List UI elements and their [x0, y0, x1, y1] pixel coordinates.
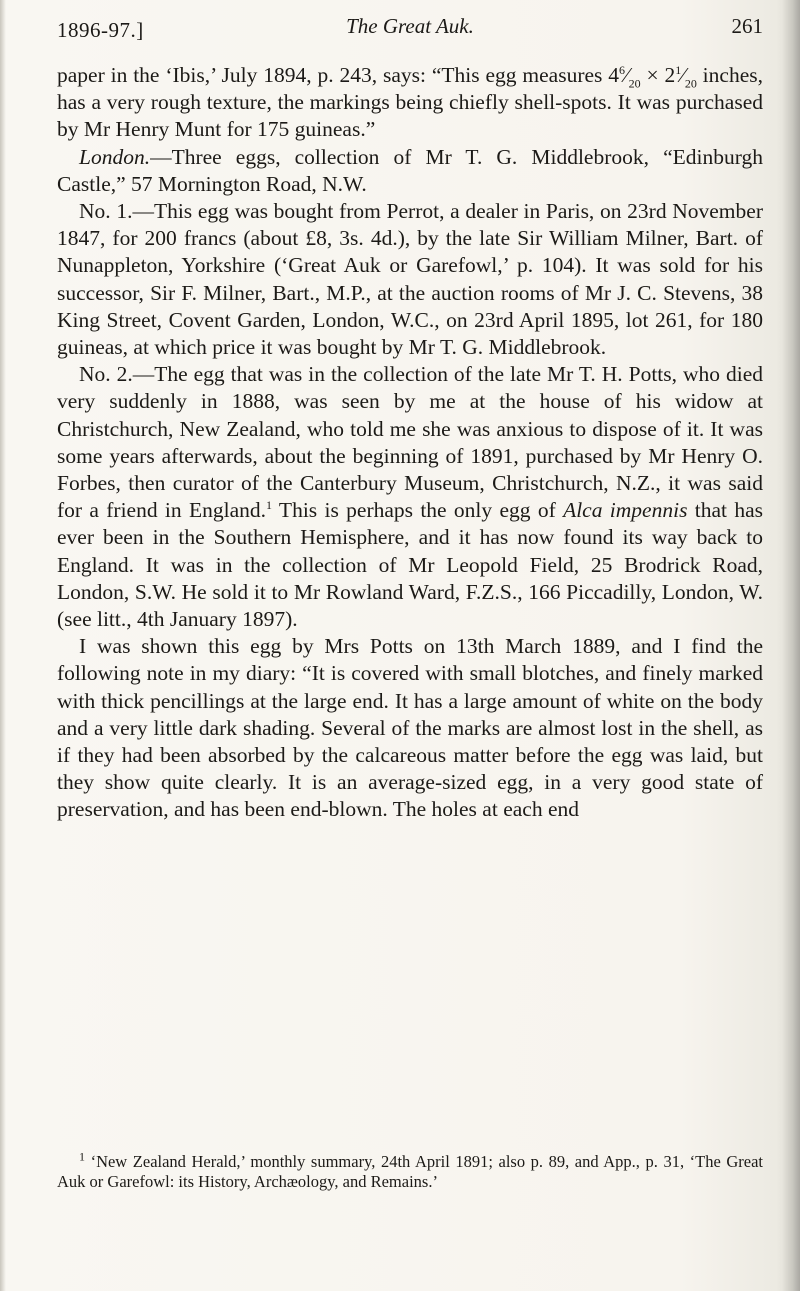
paragraph-p2 [57, 198, 763, 361]
header-years: 1896-97.] [57, 18, 144, 42]
running-header [57, 8, 763, 44]
text-run: —Three eggs, collection of Mr T. G. Middlebrook, “Edinburgh Castle,” 57 Mornington Road, N.W. [57, 144, 763, 196]
italic-run: Alca impennis [563, 498, 688, 523]
text-run: inches, has a very rough texture, the markings being chiefly shell-spots. It was purchased by Mr Henry Munt for 175 guineas.” [57, 63, 763, 142]
superscript-run: 1 [675, 62, 682, 77]
header-title: The Great Auk. [346, 14, 474, 38]
spine-shadow [782, 0, 800, 1291]
footnote-1 [57, 1149, 763, 1192]
paragraph-p0 [57, 62, 763, 144]
text-run: This is perhaps the only egg of [272, 498, 564, 523]
body-text [57, 62, 763, 824]
superscript-run: 6 [619, 62, 626, 77]
paragraph-p4 [57, 633, 763, 823]
text-run: that has ever been in the Southern Hemisphere, and it has now found its way back to England. It was in the collection of Mr Leopold Field, 25 Brodrick Road, London, S.W. He sold it to Mr Rowland Ward, F.Z.S., 166 Piccadilly, London, W. (see litt., 4th January 1897). [57, 498, 763, 632]
page-number: 261 [731, 14, 763, 38]
text-run: I was shown this egg by Mrs Potts on 13th March 1889, and I find the following note in my diary: “It is covered with small blotches, and finely marked with thick pencillings at the large end. It has a large amount of white on the body and a very little dark shading. Several of the marks are almost lost in the shell, as if they had been absorbed by the calcareous matter before the egg was laid, but they show quite clearly. It is an average-sized egg, in a very good state of preservation, and has been end-blown. The holes at each end [57, 634, 763, 822]
text-run: No. 1.—This egg was bought from Perrot, a dealer in Paris, on 23rd November 1847, for 200 francs (about £8, 3s. 4d.), by the late Sir William Milner, Bart. of Nunappleton, Yorkshire (‘Great Auk or Garefowl,’ p. 104). It was sold for his successor, Sir F. Milner, Bart., M.P., at the auction rooms of Mr J. C. Stevens, 38 King Street, Covent Garden, London, W.C., on 23rd April 1895, lot 261, for 180 guineas, at which price it was bought by Mr T. G. Middlebrook. [57, 199, 763, 360]
footnotes [57, 1149, 763, 1192]
superscript-run: 1 [266, 498, 272, 513]
paragraph-p3 [57, 361, 763, 633]
footnote-text: ‘New Zealand Herald,’ monthly summary, 24th April 1891; also p. 89, and App., p. 31, ‘The Great Auk or Garefowl: its History, Archæology, and Remains.’ [57, 1152, 763, 1191]
text-run: × 2 [640, 63, 676, 87]
subscript-run: 20 [628, 76, 641, 91]
footnote-marker: 1 [79, 1149, 85, 1164]
text-run: No. 2.—The egg that was in the collection of the late Mr T. H. Potts, who died very suddenly in 1888, was seen by me at the house of his widow at Christchurch, New Zealand, who told me she was anxious to dispose of it. It was some years afterwards, about the beginning of 1891, purchased by Mr Henry O. Forbes, then curator of the Canterbury Museum, Christchurch, N.Z., it was said for a friend in England. [57, 362, 763, 523]
text-run: ⁄ [681, 63, 685, 87]
text-run: paper in the ‘Ibis,’ July 1894, p. 243, says: “This egg measures 4 [57, 63, 620, 87]
paragraph-p1 [57, 144, 763, 198]
subscript-run: 20 [684, 76, 697, 91]
italic-run: London. [79, 144, 151, 169]
page-left-edge [0, 0, 6, 1291]
text-run: ⁄ [625, 63, 629, 87]
